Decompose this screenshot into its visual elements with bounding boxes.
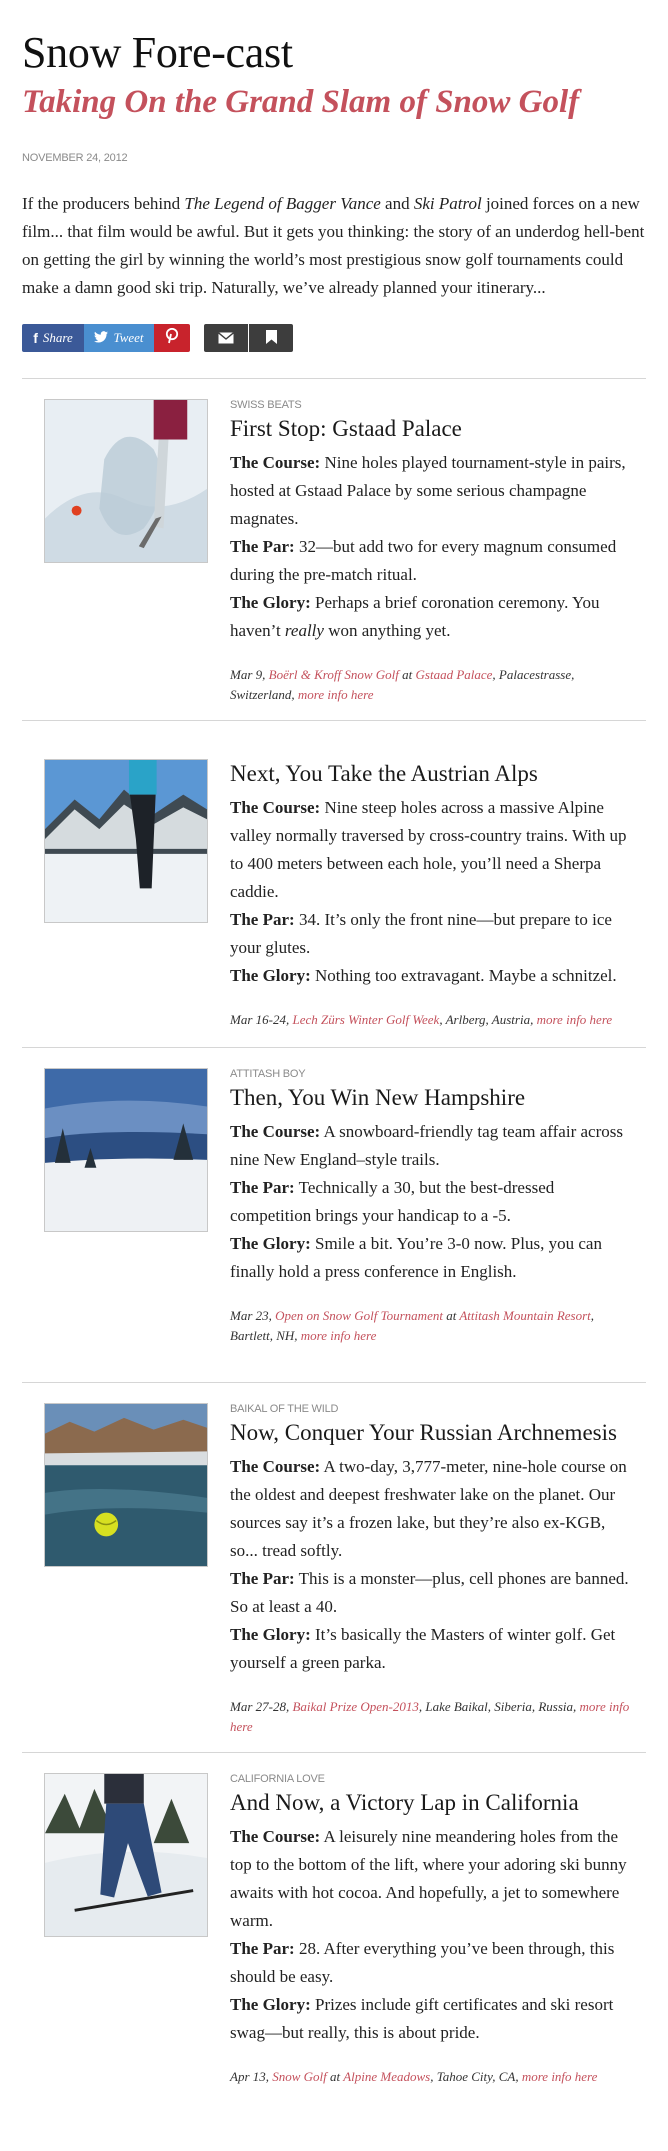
more-info-link[interactable]: more info here <box>300 1328 377 1343</box>
course-text: A snowboard-friendly tag team affair across nine New England–style trails. <box>230 1122 623 1169</box>
entry-image-california <box>44 1773 208 1937</box>
par-label: The Par: <box>230 910 295 929</box>
more-info-link[interactable]: more info here <box>521 2069 598 2084</box>
intro-text: and <box>380 194 414 213</box>
entry-body <box>230 1068 646 1382</box>
course-paragraph <box>230 1453 634 1565</box>
entry-kicker: BAIKAL OF THE WILD <box>230 1403 339 1415</box>
more-info-link[interactable]: more info here <box>230 1699 630 1734</box>
glory-text: It’s basically the Masters of winter golf. Get yourself a green parka. <box>230 1625 616 1672</box>
bookmark-icon <box>266 329 277 348</box>
facebook-icon: f <box>33 330 38 346</box>
par-label: The Par: <box>230 1939 295 1958</box>
glory-label: The Glory: <box>230 1995 311 2014</box>
event-location: , Lake Baikal, Siberia, Russia, <box>418 1699 580 1714</box>
pinterest-pin-button[interactable] <box>154 324 190 352</box>
more-info-link[interactable]: more info here <box>297 687 374 702</box>
course-paragraph <box>230 449 634 533</box>
glory-label: The Glory: <box>230 593 311 612</box>
more-info-link[interactable]: more info here <box>536 1012 613 1027</box>
par-label: The Par: <box>230 537 295 556</box>
entry-image-baikal <box>44 1403 208 1567</box>
intro-text: If the producers behind <box>22 194 185 213</box>
course-label: The Course: <box>230 798 321 817</box>
event-date: Mar 9, <box>230 667 269 682</box>
course-text: A two-day, 3,777-meter, nine-hole course on the oldest and deepest freshwater lake on the planet. Our sources say it’s a frozen lake, but they’re also ex-KGB, so... tread softly. <box>230 1457 627 1560</box>
tweet-label: Tweet <box>113 330 144 345</box>
glory-paragraph <box>230 589 634 645</box>
itinerary-entry <box>22 1383 646 1752</box>
facebook-share-button[interactable] <box>22 324 84 352</box>
pinterest-icon <box>165 328 179 348</box>
glory-emphasis: really <box>284 621 324 640</box>
entry-image-attitash <box>44 1068 208 1232</box>
event-location: , Palacestrasse, Switzerland, <box>230 667 575 702</box>
event-date: Mar 16-24, <box>230 1012 293 1027</box>
glory-label: The Glory: <box>230 1625 311 1644</box>
event-date: Mar 27-28, <box>230 1699 293 1714</box>
glory-text: Smile a bit. You’re 3-0 now. Plus, you can finally hold a press conference in English. <box>230 1234 602 1281</box>
course-text: A leisurely nine meandering holes from the top to the bottom of the lift, where your adoring ski bunny awaits with hot cocoa. And hopefully, a jet to somewhere warm. <box>230 1827 627 1930</box>
par-paragraph <box>230 533 634 589</box>
entry-title: First Stop: Gstaad Palace <box>230 416 462 441</box>
bookmark-button[interactable] <box>249 324 293 352</box>
par-text: 28. After everything you’ve been through, this should be easy. <box>230 1939 615 1986</box>
course-paragraph <box>230 794 634 906</box>
entry-body <box>230 759 646 1047</box>
mail-icon <box>218 329 234 348</box>
twitter-icon <box>94 330 108 346</box>
par-text: This is a monster—plus, cell phones are banned. So at least a 40. <box>230 1569 629 1616</box>
glory-label: The Glory: <box>230 1234 311 1253</box>
entry-image-gstaad <box>44 399 208 563</box>
course-paragraph <box>230 1823 634 1935</box>
event-date: Apr 13, <box>230 2069 273 2084</box>
itinerary-entry <box>22 721 646 1047</box>
course-text: Nine steep holes across a massive Alpine valley normally traversed by cross-country trains. With up to 400 meters between each hole, you’ll need a Sherpa caddie. <box>230 798 627 901</box>
entry-title: Then, You Win New Hampshire <box>230 1085 526 1110</box>
itinerary-entry <box>22 1048 646 1382</box>
event-details <box>230 1010 634 1030</box>
glory-paragraph <box>230 1621 634 1677</box>
venue-link[interactable]: Attitash Mountain Resort <box>459 1308 591 1323</box>
par-text: 32—but add two for every magnum consumed during the pre-match ritual. <box>230 537 617 584</box>
glory-paragraph <box>230 1991 634 2047</box>
entry-image-austria <box>44 759 208 923</box>
event-details <box>230 2067 634 2087</box>
glory-paragraph <box>230 962 634 990</box>
course-label: The Course: <box>230 1122 321 1141</box>
itinerary-entry <box>22 1753 646 2113</box>
entry-title: And Now, a Victory Lap in California <box>230 1790 579 1815</box>
event-text: at <box>442 1308 460 1323</box>
article <box>0 28 668 2113</box>
glory-text: Nothing too extravagant. Maybe a schnitzel. <box>310 966 617 985</box>
share-label: Share <box>42 330 73 345</box>
glory-label: The Glory: <box>230 966 311 985</box>
course-label: The Course: <box>230 1827 321 1846</box>
par-paragraph <box>230 1935 634 1991</box>
glory-text: won anything yet. <box>323 621 451 640</box>
entry-kicker: ATTITASH BOY <box>230 1068 306 1080</box>
publish-date: NOVEMBER 24, 2012 <box>22 152 128 164</box>
event-link[interactable]: Boërl & Kroff Snow Golf <box>268 667 399 682</box>
entry-title: Next, You Take the Austrian Alps <box>230 761 538 786</box>
event-link[interactable]: Lech Zürs Winter Golf Week <box>292 1012 440 1027</box>
entry-title: Now, Conquer Your Russian Archnemesis <box>230 1420 617 1445</box>
par-paragraph <box>230 906 634 962</box>
event-text: at <box>326 2069 344 2084</box>
course-paragraph <box>230 1118 634 1174</box>
entry-body <box>230 1403 646 1752</box>
intro-text: joined forces on a new film... that film would be awful. But it gets you thinking: the story of an underdog hell-bent on getting the girl by winning the world’s most prestigious snow golf tournaments could make a damn good ski trip. Naturally, we’ve already planned your itinerary... <box>22 194 645 297</box>
film-title: The Legend of Bagger Vance <box>184 194 381 213</box>
event-location: , Bartlett, NH, <box>230 1308 595 1343</box>
course-text: Nine holes played tournament-style in pairs, hosted at Gstaad Palace by some serious champagne magnates. <box>230 453 626 528</box>
event-link[interactable]: Snow Golf <box>272 2069 327 2084</box>
entry-kicker: CALIFORNIA LOVE <box>230 1773 325 1785</box>
event-link[interactable]: Open on Snow Golf Tournament <box>275 1308 443 1323</box>
course-label: The Course: <box>230 453 321 472</box>
par-paragraph <box>230 1174 634 1230</box>
glory-paragraph <box>230 1230 634 1286</box>
glory-text: Perhaps a brief coronation ceremony. You haven’t <box>230 593 600 640</box>
event-details <box>230 1697 634 1737</box>
event-text: at <box>398 667 416 682</box>
venue-link[interactable]: Gstaad Palace <box>415 667 493 682</box>
event-link[interactable]: Baikal Prize Open-2013 <box>292 1699 419 1714</box>
entry-body <box>230 1773 646 2113</box>
event-location: , Tahoe City, CA, <box>430 2069 522 2084</box>
par-text: Technically a 30, but the best-dressed competition brings your handicap to a -5. <box>230 1178 555 1225</box>
itinerary-entry <box>22 379 646 720</box>
par-text: 34. It’s only the front nine—but prepare to ice your glutes. <box>230 910 612 957</box>
par-label: The Par: <box>230 1178 295 1197</box>
venue-link[interactable]: Alpine Meadows <box>343 2069 431 2084</box>
page-subtitle: Taking On the Grand Slam of Snow Golf <box>22 84 580 120</box>
entry-kicker: SWISS BEATS <box>230 399 302 411</box>
entry-body <box>230 399 646 720</box>
intro-paragraph <box>22 190 646 302</box>
page-title: Snow Fore-cast <box>22 28 293 77</box>
event-details <box>230 665 634 705</box>
course-label: The Course: <box>230 1457 321 1476</box>
twitter-tweet-button[interactable] <box>84 324 154 352</box>
social-share-bar <box>22 324 646 352</box>
glory-text: Prizes include gift certificates and ski resort swag—but really, this is about pride. <box>230 1995 614 2042</box>
film-title: Ski Patrol <box>413 194 482 213</box>
event-date: Mar 23, <box>230 1308 276 1323</box>
event-details <box>230 1306 634 1346</box>
event-location: , Arlberg, Austria, <box>439 1012 537 1027</box>
email-button[interactable] <box>204 324 248 352</box>
par-paragraph <box>230 1565 634 1621</box>
par-label: The Par: <box>230 1569 295 1588</box>
